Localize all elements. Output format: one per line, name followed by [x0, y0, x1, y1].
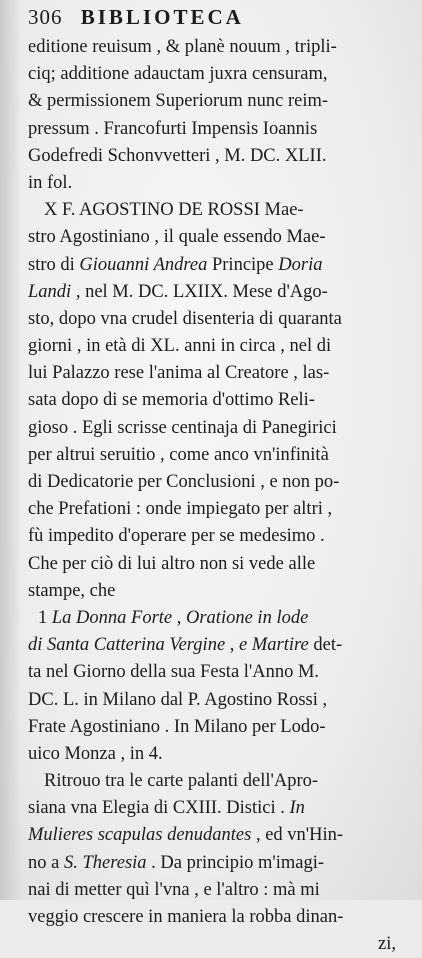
italic-run: S. Theresia: [63, 852, 147, 873]
text-line: [28, 170, 410, 197]
text-line: [28, 279, 410, 306]
italic-run: Giouanni Andrea: [79, 254, 208, 275]
text-run: stro di: [28, 254, 80, 275]
running-head: [28, 0, 410, 34]
text-line: [28, 197, 410, 224]
text-line: [28, 687, 410, 714]
text-line: [28, 387, 410, 414]
text-run: . Da principio m'imagi-: [146, 852, 325, 873]
text-line: [28, 333, 410, 360]
catchword: zi,: [378, 934, 396, 955]
text-run: sto, dopo vna crudel disenteria di quaranta: [28, 308, 342, 329]
text-line: [28, 61, 410, 88]
text-line: [28, 523, 410, 550]
text-run: 1: [38, 607, 52, 628]
italic-run: Oratione in lode: [186, 607, 309, 628]
text-run: siana vna Elegia di CXIII. Distici .: [28, 798, 290, 819]
text-run: che Prefationi : onde impiegato per altri ,: [28, 499, 333, 520]
text-run: DC. L. in Milano dal P. Agostino Rossi ,: [28, 689, 328, 710]
text-line: [28, 659, 410, 686]
text-line: [28, 578, 410, 605]
text-line: [28, 469, 410, 496]
text-run: no a: [28, 852, 64, 873]
text-run: ,: [225, 635, 240, 656]
text-run: uico Monza , in 4.: [28, 743, 163, 764]
text-line: [28, 605, 410, 632]
page-number: 306: [28, 5, 63, 29]
text-line: [28, 116, 410, 143]
text-run: X F. AGOSTINO DE ROSSI Mae-: [44, 200, 304, 221]
text-run: Ritrouo tra le carte palanti dell'Apro-: [44, 771, 319, 792]
text-run: veggio crescere in maniera la robba dinan-: [28, 907, 344, 927]
running-title: BIBLIOTECA: [80, 5, 244, 29]
text-run: per altrui seruitio , come anco vn'infinità: [28, 444, 329, 465]
italic-run: di Santa Catterina Vergine: [28, 635, 226, 656]
text-run: fù impedito d'operare per se medesimo .: [28, 526, 325, 547]
italic-run: La Donna Forte: [51, 607, 173, 628]
text-line: [28, 360, 410, 387]
text-line: [28, 252, 410, 279]
text-run: in fol.: [28, 172, 73, 193]
italic-run: Mulieres scapulas denudantes: [28, 825, 252, 846]
text-run: & permissionem Superiorum nunc reim-: [28, 91, 329, 112]
text-run: nai di metter quì l'vna , e l'altro : mà mi: [28, 879, 320, 900]
italic-run: In: [289, 798, 305, 819]
text-line: [28, 551, 410, 578]
italic-run: e Martire: [239, 635, 309, 656]
text-line: [28, 34, 410, 61]
text-line: [28, 904, 410, 931]
text-line: [28, 306, 410, 333]
text-run: stampe, che: [28, 580, 116, 601]
body-text: [28, 34, 410, 931]
text-run: Che per ciò di lui altro non si vede alle: [28, 553, 316, 574]
text-run: ciq; additione adauctam juxra censuram,: [28, 64, 328, 85]
text-run: stro Agostiniano , il quale essendo Mae-: [28, 227, 326, 248]
text-run: giorni , in età di XL. anni in circa , nel di: [28, 336, 332, 357]
text-line: [28, 224, 410, 251]
text-run: Godefredi Schonvvetteri , M. DC. XLII.: [28, 145, 327, 166]
text-run: lui Palazzo rese l'anima al Creatore , las-: [28, 363, 330, 384]
text-run: sata dopo di se memoria d'ottimo Reli-: [28, 390, 315, 411]
text-run: gioso . Egli scrisse centinaja di Panegirici: [28, 417, 337, 438]
text-line: [28, 714, 410, 741]
text-run: ,: [172, 607, 186, 628]
text-line: [28, 741, 410, 768]
text-run: , ed vn'Hin-: [251, 825, 344, 846]
text-line: [28, 88, 410, 115]
text-line: [28, 795, 410, 822]
italic-run: Doria: [278, 254, 323, 275]
text-line: [28, 632, 410, 659]
text-run: Frate Agostiniano . In Milano per Lodo-: [28, 716, 326, 737]
text-run: editione reuisum , & planè nouum , tripli-: [28, 37, 337, 57]
text-line: [28, 415, 410, 442]
text-line: [28, 822, 410, 849]
text-run: , nel M. DC. LXIIX. Mese d'Ago-: [71, 281, 328, 302]
italic-run: Landi: [28, 281, 72, 302]
text-line: [28, 496, 410, 523]
spine-shadow: [0, 0, 22, 900]
text-run: pressum . Francofurti Impensis Ioannis: [28, 118, 318, 139]
text-line: [28, 768, 410, 795]
text-run: Principe: [207, 254, 279, 275]
text-run: di Dedicatorie per Conclusioni , e non po-: [28, 472, 340, 492]
text-line: [28, 143, 410, 170]
text-line: [28, 850, 410, 877]
text-line: [28, 442, 410, 469]
text-run: ta nel Giorno della sua Festa l'Anno M.: [28, 662, 320, 683]
text-run: det-: [308, 635, 343, 656]
